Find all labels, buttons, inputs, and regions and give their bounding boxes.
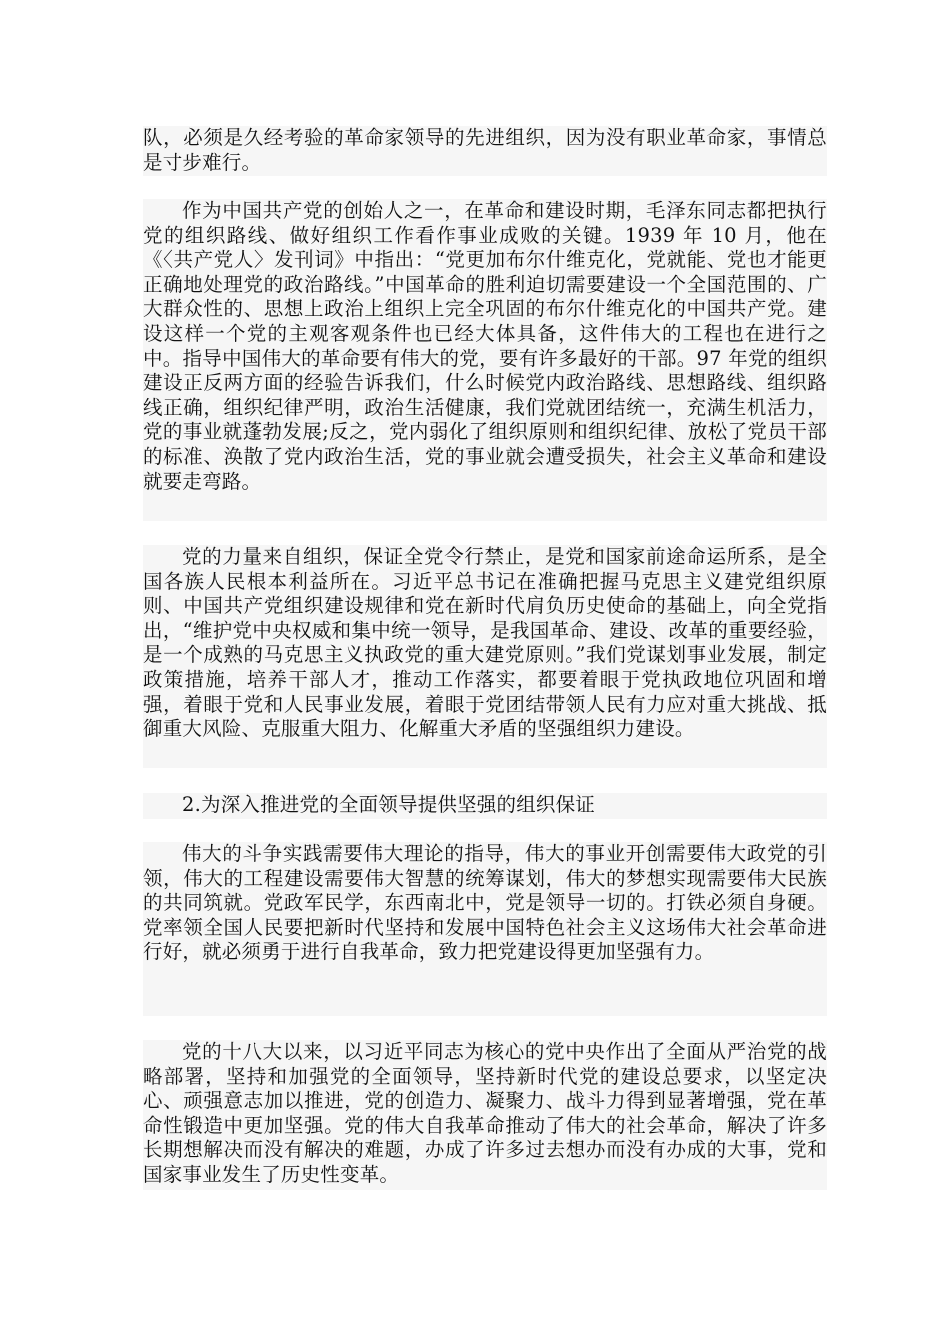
paragraph-eighteenth-congress: 党的十八大以来，以习近平同志为核心的党中央作出了全面从严治党的战略部署，坚持和加强党的全面领导，坚持新时代党的建设总要求，以坚定决心、顽强意志加以推进，党的创造力、凝聚力、战斗力得到显著增强，党在革命性锻造中更加坚强。党的伟大自我革命推动了伟大的社会革命，解决了许多长期想解决而没有解决的难题，办成了许多过去想办而没有办成的大事，党和国家事业发生了历史性变革。 <box>143 1040 827 1190</box>
paragraph-party-strength: 党的力量来自组织，保证全党令行禁止，是党和国家前途命运所系，是全国各族人民根本利益所在。习近平总书记在准确把握马克思主义建党组织原则、中国共产党组织建设规律和党在新时代肩负历史使命的基础上，向全党指出，“维护党中央权威和集中统一领导，是我国革命、建设、改革的重要经验，是一个成熟的马克思主义执政党的重大建党原则。”我们党谋划事业发展，制定政策措施，培养干部人才，推动工作落实，都要着眼于党执政地位巩固和增强，着眼于党和人民事业发展，着眼于党团结带领人民有力应对重大挑战、抵御重大风险、克服重大阻力、化解重大矛盾的坚强组织力建设。 <box>143 545 827 768</box>
section-heading: 2.为深入推进党的全面领导提供坚强的组织保证 <box>143 793 827 819</box>
paragraph-continuation: 队，必须是久经考验的革命家领导的先进组织，因为没有职业革命家，事情总是寸步难行。 <box>143 126 827 176</box>
paragraph-great-struggle: 伟大的斗争实践需要伟大理论的指导，伟大的事业开创需要伟大政党的引领，伟大的工程建设需要伟大智慧的统筹谋划，伟大的梦想实现需要伟大民族的共同筑就。党政军民学，东西南北中，党是领导一切的。打铁必须自身硬。党率领全国人民要把新时代坚持和发展中国特色社会主义这场伟大社会革命进行好，就必须勇于进行自我革命，致力把党建设得更加坚强有力。 <box>143 842 827 1016</box>
paragraph-mao-organization: 作为中国共产党的创始人之一，在革命和建设时期，毛泽东同志都把执行党的组织路线、做好组织工作看作事业成败的关键。1939 年 10 月，他在《〈共产党人〉发刊词》中指出：“党更加布尔什维克化，党就能、党也才能更正确地处理党的政治路线。”中国革命的胜利迫切需要建设一个全国范围的、广大群众性的、思想上政治上组织上完全巩固的布尔什维克化的中国共产党。建设这样一个党的主观客观条件也已经大体具备，这件伟大的工程也在进行之中。指导中国伟大的革命要有伟大的党，要有许多最好的干部。97 年党的组织建设正反两方面的经验告诉我们，什么时候党内政治路线、思想路线、组织路线正确，组织纪律严明，政治生活健康，我们党就团结统一，充满生机活力，党的事业就蓬勃发展;反之，党内弱化了组织原则和组织纪律、放松了党员干部的标准、涣散了党内政治生活，党的事业就会遭受损失，社会主义革命和建设就要走弯路。 <box>143 199 827 521</box>
